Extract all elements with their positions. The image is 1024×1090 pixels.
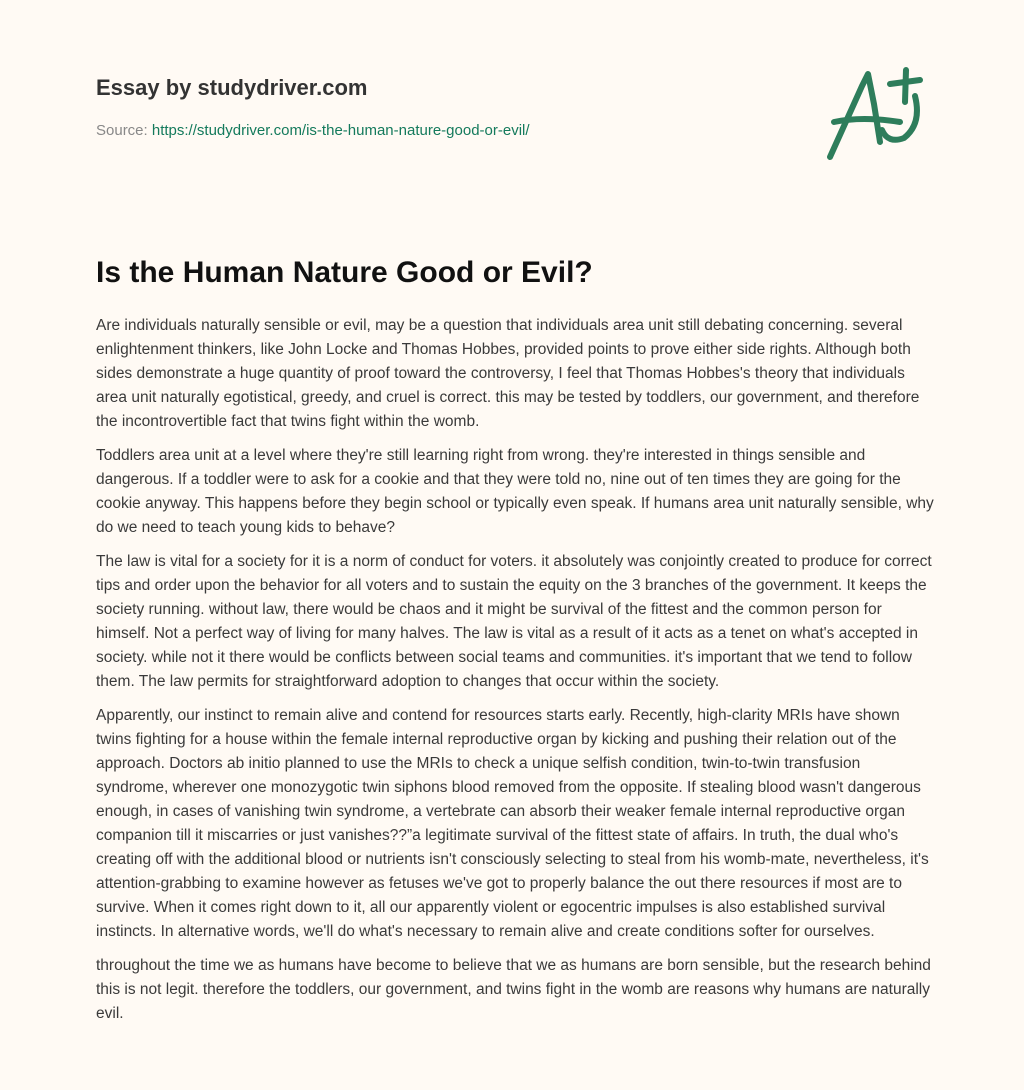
a-plus-grade-icon (822, 64, 932, 164)
page-header (96, 74, 796, 140)
essay-title: Is the Human Nature Good or Evil? (96, 256, 593, 289)
essay-paragraph: throughout the time we as humans have become to believe that we as humans are born sensible, but the research behind this is not legit. therefore the toddlers, our government, and twins fight in the womb are reasons why humans are naturally evil. (96, 957, 931, 1022)
source-link[interactable]: https://studydriver.com/is-the-human-nature-good-or-evil/ (151, 122, 530, 139)
essay-paragraph: Apparently, our instinct to remain alive and contend for resources starts early. Recently, high-clarity MRIs have shown twins fighting for a house within the female internal reproductive organ by kicking and pushing their relation out of the approach. Doctors ab initio planned to use the MRIs to check a unique selfish condition, twin-to-twin transfusion syndrome, wherever one monozygotic twin siphons blood removed from the opposite. If stealing blood wasn't dangerous enough, in cases of vanishing twin syndrome, a vertebrate can absorb their weaker female internal reproductive organ companion till it miscarries or just vanishes??”a legitimate survival of the fittest state of affairs. In truth, the dual who's creating off with the additional blood or nutrients isn't consciously selecting to steal from his womb-mate, nevertheless, it's attention-grabbing to examine however as fetuses we've got to properly balance the out there resources if most are to survive. When it comes right down to it, all our apparently violent or egocentric impulses is also established survival instincts. In alternative words, we'll do what's necessary to remain alive and create conditions softer for ourselves. (96, 707, 929, 940)
site-title: Essay by studydriver.com (96, 75, 368, 100)
essay-body (96, 314, 936, 1036)
essay-paragraph: Toddlers area unit at a level where they're still learning right from wrong. they're interested in things sensible and dangerous. If a toddler were to ask for a cookie and that they were told no, nine out of ten times they are going for the cookie anyway. This happens before they begin school or typically even speak. If humans area unit naturally sensible, why do we need to teach young kids to behave? (96, 447, 934, 536)
source-line (96, 122, 796, 140)
source-label: Source: (96, 122, 148, 139)
essay-paragraph: The law is vital for a society for it is a norm of conduct for voters. it absolutely was conjointly created to produce for correct tips and order upon the behavior for all voters and to sustain the equity on the 3 branches of the government. It keeps the society running. without law, there would be chaos and it might be survival of the fittest and the common person for himself. Not a perfect way of living for many halves. The law is vital as a result of it acts as a tenet on what's accepted in society. while not it there would be conflicts between social teams and communities. it's important that we tend to follow them. The law permits for straightforward adoption to changes that occur within the society. (96, 553, 932, 690)
essay-paragraph: Are individuals naturally sensible or evil, may be a question that individuals area unit still debating concerning. several enlightenment thinkers, like John Locke and Thomas Hobbes, provided points to prove either side rights. Although both sides demonstrate a huge quantity of proof toward the controversy, I feel that Thomas Hobbes's theory that individuals area unit naturally egotistical, greedy, and cruel is correct. this may be tested by toddlers, our government, and therefore the incontrovertible fact that twins fight within the womb. (96, 317, 920, 430)
